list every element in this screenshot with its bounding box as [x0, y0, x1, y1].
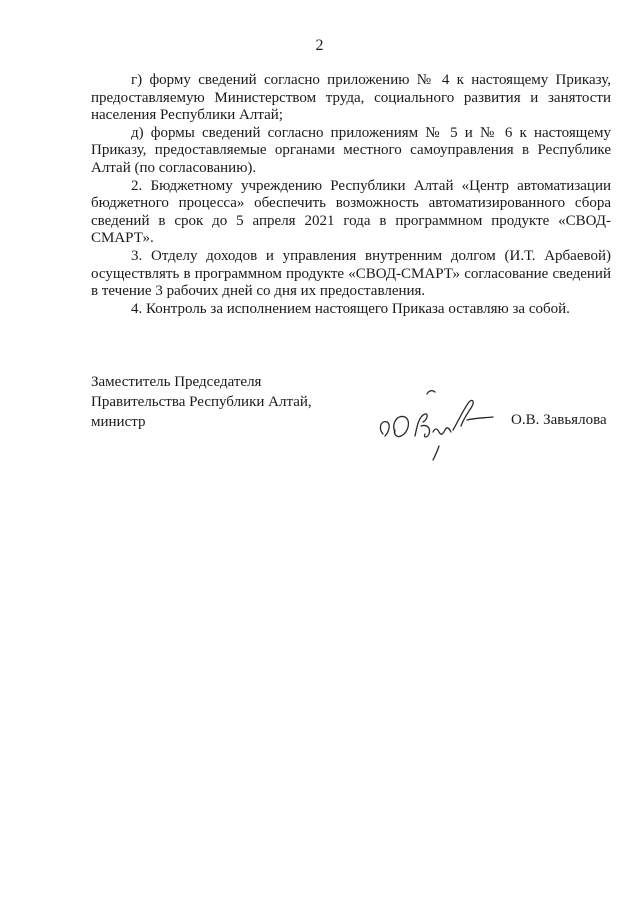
signature-block [91, 372, 611, 452]
paragraph-item-d: д) формы сведений согласно приложениям № 5 и № 6 к настоящему Приказу, предоставляемые органами местного самоуправления в Республике Алтай (по согласованию). [91, 124, 611, 176]
position-line: Правительства Республики Алтай, [91, 394, 312, 410]
paragraph-clause-2: 2. Бюджетному учреждению Республики Алтай «Центр автоматизации бюджетного процесса» обеспечить возможность автоматизированного сбора сведений в срок до 5 апреля 2021 года в программном продукте «СВОД-СМАРТ». [91, 177, 611, 247]
position-line: Заместитель Председателя [91, 374, 262, 390]
signatory-position [91, 372, 312, 432]
page-number: 2 [315, 37, 324, 54]
position-line: министр [91, 414, 146, 430]
signatory-name: О.В. Завьялова [511, 412, 607, 428]
order-body-text [91, 72, 611, 318]
handwritten-signature [369, 384, 509, 464]
paragraph-item-g: г) форму сведений согласно приложению № 4 к настоящему Приказу, предоставляемую Министерством труда, социального развития и занятости населения Республики Алтай; [91, 72, 611, 124]
paragraph-clause-3: 3. Отделу доходов и управления внутренним долгом (И.Т. Арбаевой) осуществлять в программном продукте «СВОД-СМАРТ» согласование сведений в течение 3 рабочих дней со дня их предоставления. [91, 247, 611, 300]
paragraph-clause-4: 4. Контроль за исполнением настоящего Приказа оставляю за собой. [131, 300, 570, 317]
